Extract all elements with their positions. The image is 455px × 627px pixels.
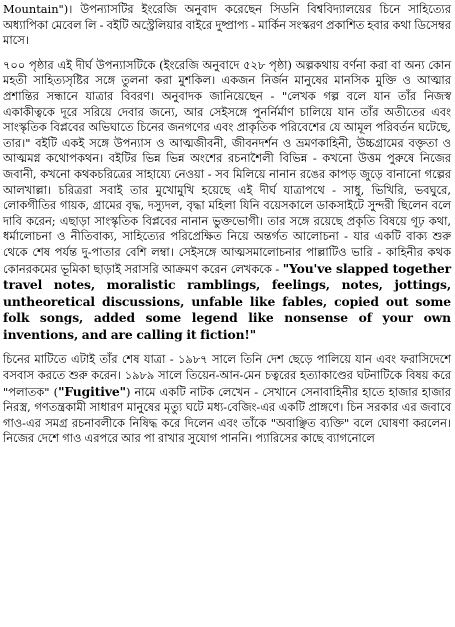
paragraph-translation-note xyxy=(3,2,451,49)
paragraph-gap xyxy=(3,343,451,352)
paragraph-text: ) নামে একটি নাটক লেখেন - সেখানে সেনাবাহিনীর হাতে হাজার হাজার নিরস্ত্র, গণতন্ত্রকামী সাধারণ মানুষের মৃত্যু ঘটে মধ্য-বেজিং-এর একটি প্রাঙ্গণে। চিন সরকার এর জবাবে গাও-এর সমগ্র রচনাবলীকে নিষিদ্ধ করে দিলেন এবং তাঁকে "অবাঞ্ছিত ব্যক্তি" বলে ঘোষণা করলেন। নিজের দেশে গাও এরপরে আর পা রাখার সুযোগ পাননি। প্যারিসের কাছে ব্যাগনোলে xyxy=(3,384,451,446)
play-title-english: "Fugitive" xyxy=(58,383,126,399)
paragraph-novel-description xyxy=(3,58,451,344)
paragraph-gap xyxy=(3,49,451,58)
paragraph-text: ৭০০ পৃষ্ঠার এই দীর্ঘ উপন্যাসটিকে (ইংরেজি অনুবাদে ৫২৮ পৃষ্ঠা) অল্পকথায় বর্ণনা করা বা অন্য কোন মহতী সাহিত্যসৃষ্টির সঙ্গে তুলনা করা মুশকিল। একজন নির্জন মানুষের মানসিক মুক্তি ও আত্মার প্রশান্তির সন্ধানে যাত্রার বিবরণ। অনুবাদক জানিয়েছেন - "লেখক গল্প বলে যান তাঁর নিজস্ব একাকীত্বকে দূরে সরিয়ে দেবার জন্যে, আর সেইসঙ্গে পুনর্নির্মাণ চালিয়ে যান তাঁর অতীতের এবং সাংস্কৃতিক বিপ্লবের অভিঘাতে চিনের জনগণের এবং প্রাকৃতিক পরিবেশের যে আমূল পরিবর্তন ঘটেছে, তার।" বইটি একই সঙ্গে উপন্যাস ও আত্মজীবনী, জীবনদর্শন ও ভ্রমণকাহিনী, উচ্চগ্রামের বক্তৃতা ও আত্মমগ্ন কথোপকথন। বইটির ভিন্ন ভিন্ন অংশের রচনাশৈলী বিভিন্ন - কখনো উত্তম পুরুষে নিজের জবানী, কখনো কথকচরিত্রের সাহায্যে নেওয়া - সব মিলিয়ে নানান রঙের কাপড় জুড়ে বানানো গল্পের আলখাল্লা। চরিত্ররা সবাই তার মুখোমুখি হয়েছে এই দীর্ঘ যাত্রাপথে - সাধু, ভিখিরি, ভবঘুরে, লোকগীতির গায়ক, গ্রামের বৃদ্ধ, দস্যুদল, বৃদ্ধা মহিলা যিনি বয়েসকালে ডাকসাইটে সুন্দরী ছিলেন বলে দাবি করেন; এছাড়া সাংস্কৃতিক বিপ্লবের নানান ভুক্তভোগী। তার সঙ্গে রয়েছে প্রকৃতি বিষয়ে গূঢ় কথা, ধর্মালোচনা ও নীতিবাক্য, সাহিত্যের পরিপ্রেক্ষিত নিয়ে অন্তর্গত আলোচনা - যার একটি বাক্য শুরু থেকে শেষ পর্যন্ত দু-পাতার বেশি লম্বা। সেইসঙ্গে আত্মসমালোচনার পাল্লাটিও ভারি - কাহিনীর কথক কোনরকমের ভূমিকা ছাড়াই সরাসরি আক্রমণ করেন লেখককে - xyxy=(3,57,451,276)
paragraph-text: চিনের মাটিতে এটাই তাঁর শেষ যাত্রা - ১৯৮৭ সালে তিনি দেশ ছেড়ে পালিয়ে যান এবং ফরাসিদেশে বসবাস করতে শুরু করেন। ১৯৮৯ সালে তিয়েন-আন-মেন চত্বরের হত্যাকাণ্ডের ঘটনাটিকে বিষয় করে "পলাতক" ( xyxy=(3,352,451,399)
paragraph-text: Mountain")। উপন্যাসটির ইংরেজি অনুবাদ করেছেন সিডনি বিশ্ববিদ্যালয়ের চিনে সাহিত্যের অধ্যাপিকা মেবেল লি - বইটি অস্ট্রেলিয়ার বাইরে দুষ্প্রাপ্য - মার্কিন সংস্করণ প্রকাশিত হবার কথা ডিসেম্বর মাসে। xyxy=(3,2,451,48)
paragraph-exile xyxy=(3,352,451,447)
english-quotation: "You've slapped together travel notes, moralistic ramblings, feelings, notes, jottings, untheoretical discussions, unfable like fables, copied out some folk songs, added some legend like nonsense of your own inventions, and are calling it fiction!" xyxy=(3,260,452,342)
